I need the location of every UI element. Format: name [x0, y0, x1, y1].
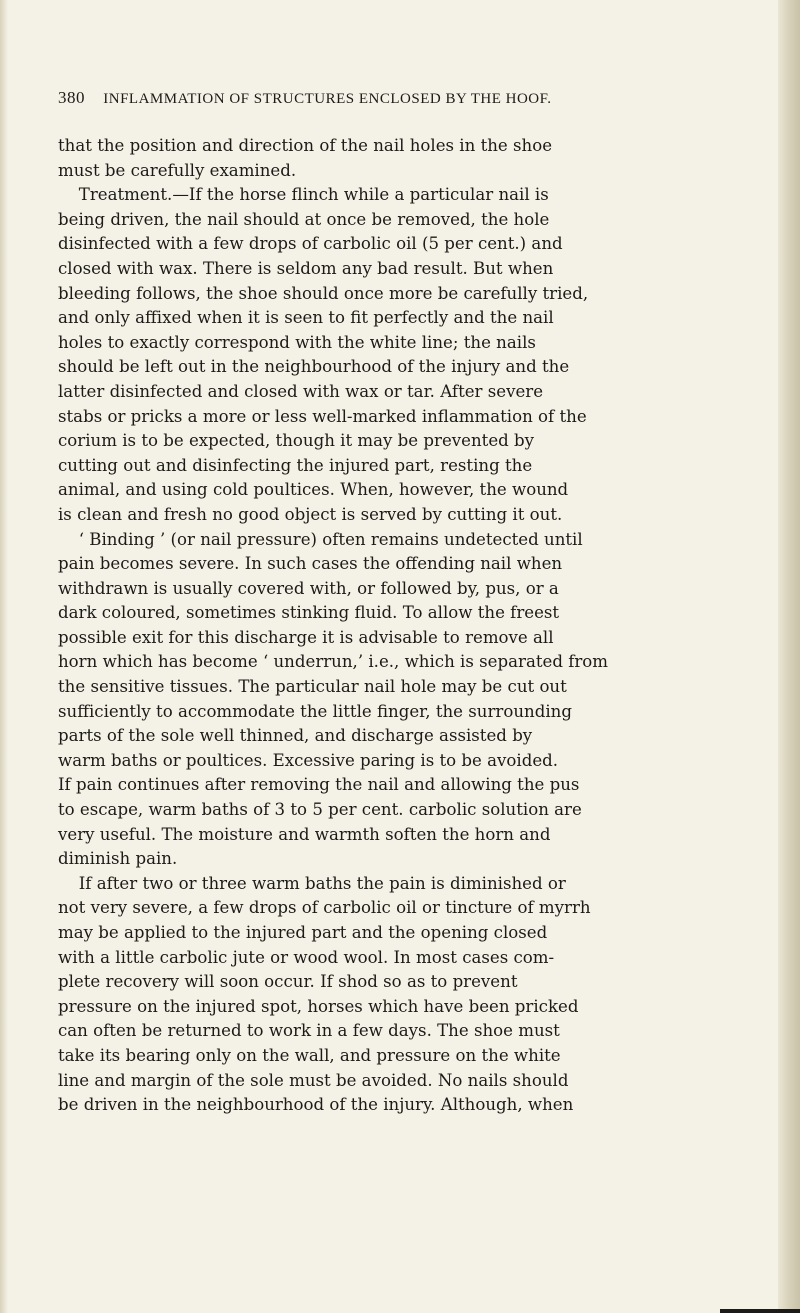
text-line: to escape, warm baths of 3 to 5 per cent. carbolic solution are [58, 800, 582, 820]
page-right-edge-shadow [778, 0, 800, 1313]
text-line: must be carefully examined. [58, 160, 297, 180]
text-line: diminish pain. [58, 849, 178, 869]
text-line: plete recovery will soon occur. If shod so as to prevent [58, 972, 518, 992]
text-line: pressure on the injured spot, horses which have been pricked [58, 996, 579, 1016]
text-line: latter disinfected and closed with wax or tar. After severe [58, 381, 544, 401]
text-line: very useful. The moisture and warmth soften the horn and [58, 824, 551, 844]
text-line: dark coloured, sometimes stinking fluid. To allow the freest [58, 603, 560, 623]
text-line: disinfected with a few drops of carbolic oil (5 per cent.) and [58, 234, 563, 254]
text-line: withdrawn is usually covered with, or followed by, pus, or a [58, 578, 559, 598]
text-line: possible exit for this discharge it is advisable to remove all [58, 627, 554, 647]
text-line-paragraph-start: Treatment.—If the horse flinch while a particular nail is [78, 185, 549, 205]
text-line: that the position and direction of the nail holes in the shoe [58, 136, 553, 155]
running-header [58, 88, 748, 108]
body-text [58, 134, 764, 1118]
text-line: and only affixed when it is seen to fit perfectly and the nail [58, 308, 554, 328]
text-line: being driven, the nail should at once be removed, the hole [58, 209, 550, 229]
text-line-paragraph-start: ‘ Binding ’ (or nail pressure) often remains undetected until [78, 529, 583, 549]
text-line: the sensitive tissues. The particular nail hole may be cut out [58, 677, 567, 697]
text-line: stabs or pricks a more or less well-marked inflammation of the [58, 406, 587, 426]
text-line: pain becomes severe. In such cases the offending nail when [58, 554, 563, 574]
text-line: holes to exactly correspond with the white line; the nails [58, 332, 536, 352]
running-title: INFLAMMATION OF STRUCTURES ENCLOSED BY THE HOOF. [103, 91, 552, 107]
text-line: line and margin of the sole must be avoided. No nails should [58, 1070, 569, 1090]
bottom-edge-mark [720, 1309, 800, 1313]
text-line: take its bearing only on the wall, and pressure on the white [58, 1045, 561, 1065]
page-left-edge-shadow [0, 0, 8, 1313]
text-line: If pain continues after removing the nail and allowing the pus [58, 775, 580, 795]
text-line-paragraph-start: If after two or three warm baths the pain is diminished or [78, 873, 566, 893]
text-line: with a little carbolic jute or wood wool. In most cases com- [58, 947, 555, 967]
text-line: not very severe, a few drops of carbolic oil or tincture of myrrh [58, 898, 591, 918]
text-line: corium is to be expected, though it may be prevented by [58, 431, 535, 451]
text-line: be driven in the neighbourhood of the injury. Although, when [58, 1095, 574, 1115]
text-line: bleeding follows, the shoe should once more be carefully tried, [58, 283, 589, 303]
page-number: 380 [58, 88, 85, 107]
text-line: is clean and fresh no good object is served by cutting it out. [58, 504, 563, 524]
text-line: cutting out and disinfecting the injured part, resting the [58, 455, 533, 475]
text-line: warm baths or poultices. Excessive paring is to be avoided. [58, 750, 559, 770]
text-line: horn which has become ‘ underrun,’ i.e., which is separated from [58, 652, 609, 672]
text-line: sufficiently to accommodate the little finger, the surrounding [58, 701, 572, 721]
text-line: parts of the sole well thinned, and discharge assisted by [58, 726, 533, 746]
text-line: should be left out in the neighbourhood of the injury and the [58, 357, 570, 377]
text-line: animal, and using cold poultices. When, however, the wound [58, 480, 569, 500]
text-line: closed with wax. There is seldom any bad result. But when [58, 258, 554, 278]
text-line: may be applied to the injured part and the opening closed [58, 923, 548, 942]
text-line: can often be returned to work in a few days. The shoe must [58, 1021, 560, 1041]
